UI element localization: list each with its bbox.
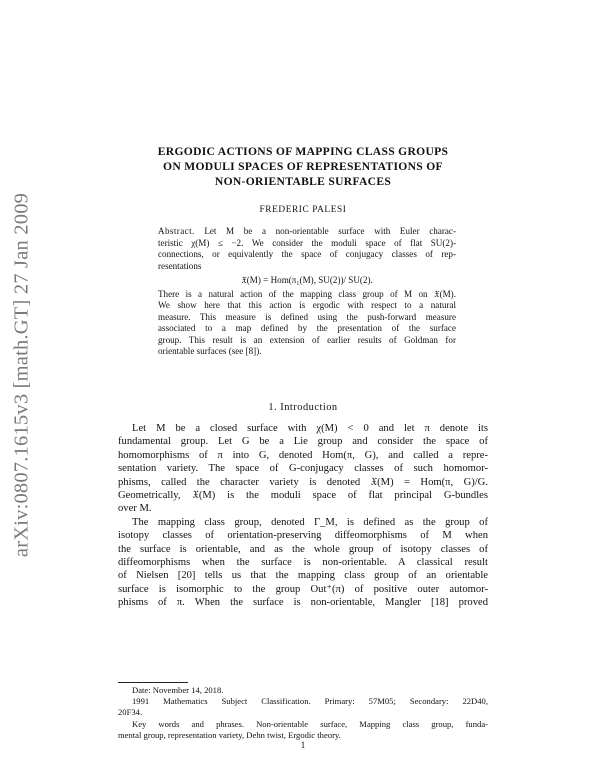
body-line: over M. bbox=[118, 503, 152, 515]
footnote-rule bbox=[118, 682, 188, 683]
body-line: of Nielsen [20] tells us that the mapping class group of an orientable bbox=[118, 570, 488, 582]
body-line: fundamental group. Let G be a Lie group and consider the space of bbox=[118, 436, 488, 448]
abstract-line: associated to a map defined by the presentation of the surface bbox=[158, 323, 456, 333]
footnotes bbox=[118, 685, 488, 741]
paper-title bbox=[118, 145, 488, 189]
body-line: homomorphisms of π into G, denoted Hom(π, G), and called a repre- bbox=[118, 449, 488, 461]
body-line: surface is isomorphic to the group Out⁺(π) of positive outer automor- bbox=[118, 583, 488, 595]
body-text bbox=[118, 422, 488, 610]
abstract-line: There is a natural action of the mapping class group of M on 𝔛(M). bbox=[158, 288, 456, 299]
abstract-line: teristic χ(M) ≤ −2. We consider the moduli space of flat SU(2)- bbox=[158, 237, 456, 248]
body-line: phisms of π. When the surface is non-orientable, Mangler [18] proved bbox=[118, 597, 488, 609]
footnote-date: Date: November 14, 2018. bbox=[132, 685, 224, 695]
footnote-keywords: Key words and phrases. Non-orientable surface, Mapping class group, funda- bbox=[132, 718, 488, 729]
footnote-keywords: mental group, representation variety, Dehn twist, Ergodic theory. bbox=[118, 729, 341, 740]
body-line: sentation variety. The space of G-conjugacy classes of such homomor- bbox=[118, 463, 488, 475]
author-name: FREDERIC PALESI bbox=[259, 205, 347, 215]
body-line: diffeomorphisms when the surface is non-orientable. A classical result bbox=[118, 557, 488, 569]
body-line: Let M be a closed surface with χ(M) < 0 and let π denote its bbox=[132, 423, 488, 434]
abstract-equation: 𝔛(M) = Hom(π₁(M), SU(2))/ SU(2). bbox=[241, 275, 373, 285]
body-line: The mapping class group, denoted Γ_M, is defined as the group of bbox=[132, 516, 488, 528]
arxiv-identifier-stamp bbox=[8, 180, 36, 570]
abstract-line: We show here that this action is ergodic with respect to a natural bbox=[158, 300, 456, 310]
abstract-text: Let M be a non-orientable surface with Euler charac- bbox=[204, 226, 456, 236]
abstract-line: measure. This measure is defined using the push-forward measure bbox=[158, 311, 456, 322]
body-line: phisms, called the character variety is denoted 𝔛(M) = Hom(π, G)/G. bbox=[118, 476, 488, 488]
section-heading: 1. Introduction bbox=[268, 402, 338, 413]
body-line: isotopy classes of orientation-preserving diffeomorphisms of M when bbox=[118, 530, 488, 542]
abstract-line: resentations bbox=[158, 260, 202, 271]
body-line: the surface is orientable, and as the whole group of isotopy classes of bbox=[118, 543, 488, 555]
abstract-line: connections, or equivalently the space of conjugacy classes of rep- bbox=[158, 249, 456, 259]
abstract-line bbox=[158, 226, 456, 238]
body-line: Geometrically, 𝔛(M) is the moduli space of flat principal G-bundles bbox=[118, 490, 488, 502]
title-line: ON MODULI SPACES OF REPRESENTATIONS OF bbox=[163, 159, 443, 173]
title-line: ERGODIC ACTIONS OF MAPPING CLASS GROUPS bbox=[157, 145, 449, 158]
abstract-label: Abstract. bbox=[158, 226, 195, 236]
abstract-line: orientable surfaces (see [8]). bbox=[158, 346, 262, 356]
arxiv-identifier-text: arXiv:0807.1615v3 [math.GT] 27 Jan 2009 bbox=[10, 192, 33, 558]
footnote-msc: 1991 Mathematics Subject Classification. Primary: 57M05; Secondary: 22D40, bbox=[132, 696, 488, 707]
footnote-msc: 20F34. bbox=[118, 707, 143, 718]
page-number: 1 bbox=[300, 740, 306, 750]
title-line: NON-ORIENTABLE SURFACES bbox=[214, 174, 392, 188]
abstract-line: group. This result is an extension of earlier results of Goldman for bbox=[158, 334, 456, 345]
abstract bbox=[158, 226, 456, 358]
